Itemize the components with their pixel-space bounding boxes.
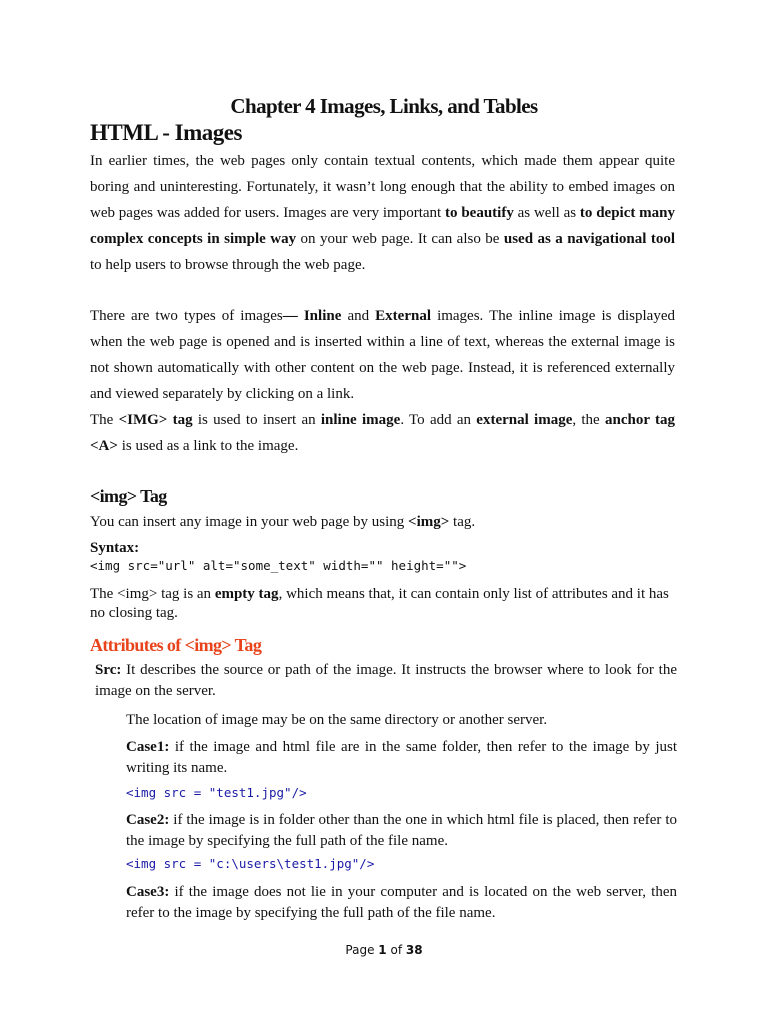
src-paragraph [95,660,677,702]
insert-paragraph [90,514,475,531]
footer-page-num: 1 [378,943,387,957]
section-heading: HTML - Images [90,120,242,145]
imgtag-bold-2: inline image [320,412,401,428]
imgtag-text-1: The [90,412,119,428]
empty-text-2: , which means that, it can contain only list of attributes and it has no closing tag. [90,586,669,621]
intro-text-3: on your web page. It can also be [296,231,504,247]
case3-paragraph [126,882,677,924]
case3-bold: Case3: [126,884,170,900]
case2-text: if the image is in folder other than the one in which html file is placed, then refer to the image by specifying the full path of the file name. [126,812,677,849]
case2-bold: Case2: [126,812,170,828]
imgtag-text-2: is used to insert an [192,412,321,428]
location-paragraph: The location of image may be on the same directory or another server. [126,712,548,728]
imgtag-text-3: . To add an [400,412,477,428]
imgtag-text-5: is used as a link to the image. [117,438,299,454]
intro-text-4: to help users to browse through the web page. [90,257,366,273]
intro-text-2: as well as [513,205,580,221]
case1-bold: Case1: [126,739,170,755]
case1-text: if the image and html file are in the same folder, then refer to the image by just writing its name. [126,739,677,776]
empty-bold-1: empty tag [214,586,279,602]
case3-text: if the image does not lie in your computer and is located on the web server, then refer to the image by specifying the full path of the file name. [126,884,677,921]
empty-text-1: The <img> tag is an [90,586,215,602]
insert-text-1: You can insert any image in your web page by using [90,514,409,530]
intro-paragraph [90,148,675,278]
src-text: It describes the source or path of the image. It instructs the browser where to look for the image on the server. [95,662,677,699]
case2-code: <img src = "c:\users\test1.jpg"/> [126,856,375,871]
footer-of-word: of [386,943,406,957]
empty-tag-paragraph [90,585,675,623]
imgtag-bold-3: external image [476,412,573,428]
types-bold-2: External [375,308,431,324]
types-text-3: images. The inline image is displayed when the web page is opened and is inserted within a line of text, whereas the external image is not shown automatically with other content on the web page. Instead, it is referenced externally and viewed separately by clicking on a link. [90,308,675,402]
footer-page-word: Page [345,943,379,957]
types-bold-1: — Inline [282,308,342,324]
intro-text-1: In earlier times, the web pages only contain textual contents, which made them appear quite boring and uninteresting. Fortunately, it wasn’t long enough that the ability to embed images on web pages was added for users. Images are very important [90,153,675,221]
img-tag-paragraph [90,407,675,459]
types-text-2: and [341,308,376,324]
intro-bold-2: to depict many complex concepts in simple way [90,205,675,247]
attributes-heading: Attributes of <img> Tag [90,635,262,655]
insert-text-2: tag. [449,514,476,530]
syntax-label: Syntax: [90,540,140,556]
syntax-code: <img src="url" alt="some_text" width="" height=""> [90,558,467,573]
src-bold: Src: [95,662,122,678]
intro-bold-1: to beautify [445,205,514,221]
footer-page-total: 38 [405,943,423,957]
case2-paragraph [126,810,677,852]
imgtag-bold-1: <IMG> tag [118,412,193,428]
imgtag-bold-4: anchor tag <A> [90,412,675,454]
insert-bold-1: <img> [408,514,450,530]
case1-code: <img src = "test1.jpg"/> [126,785,307,800]
imgtag-text-4: , the [572,412,605,428]
page-footer [0,943,768,957]
chapter-title: Chapter 4 Images, Links, and Tables [230,94,538,118]
case1-paragraph [126,737,677,779]
types-paragraph [90,303,675,407]
intro-bold-3: used as a navigational tool [503,231,675,247]
img-tag-heading: <img> Tag [90,486,167,506]
types-text-1: There are two types of images [90,308,283,324]
